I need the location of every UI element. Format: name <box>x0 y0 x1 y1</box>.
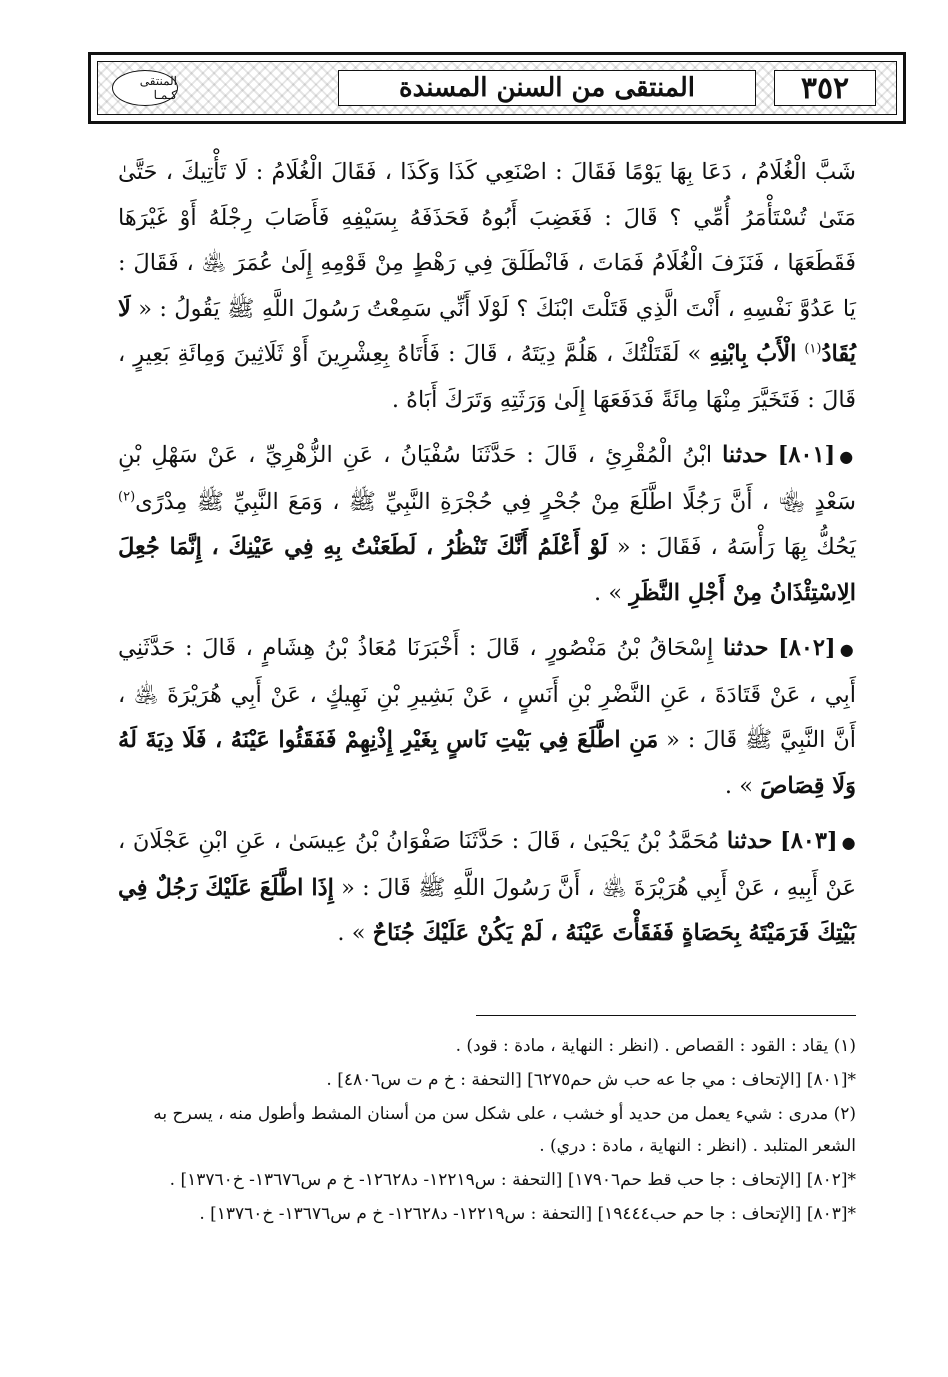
publisher-logo: المنتقى كـمـا <box>112 70 178 106</box>
footnote-ref-2: (٢) <box>118 489 136 504</box>
footnote-ref-1: (١) <box>804 341 822 357</box>
footnotes <box>118 1030 856 1232</box>
hadith-isnad-2: يَحُكُّ بِهَا رَأْسَهُ ، فَقَالَ : « <box>616 534 857 560</box>
book-title: المنتقى من السنن المسندة <box>338 70 756 106</box>
bullet-icon: ● <box>839 640 857 659</box>
hadith-803 <box>118 819 856 957</box>
footnote-1: (١) يقاد : القود : القصاص . (انظر : النهاية ، مادة : قود) . <box>455 1036 856 1056</box>
hadith-number: [٨٠٢] <box>778 635 836 661</box>
isnad-label: حدثنا <box>722 635 769 661</box>
hadith-number: [٨٠١] <box>777 442 836 468</box>
intro-line-2: مَتَىٰ تُسْتَأْمَرُ أُمِّي ؟ قَالَ : فَغَضِبَ أَبُوهُ فَحَذَفَهُ بِسَيْفِهِ فَأَصَابَ رِجْلَهُ أَوْ غَيْرَهَا فَقَطَعَهَا ، <box>118 204 857 276</box>
hadith-isnad: إِسْحَاقُ بْنُ مَنْصُورٍ ، قَالَ : أَخْبَرَنَا مُعَاذُ بْنُ هِشَامٍ ، قَالَ : حَدَّثَنِي أَبِي ، عَنْ قَتَادَةَ ، عَنِ النَّضْرِ بْنِ أَنَسٍ ، عَنْ بَشِيرِ بْنِ نَهِيكٍ ، عَنْ أَبِي هُرَيْرَةَ ﵁ ، أَنَّ النَّبِيَّ ﷺ قَالَ : « <box>118 635 857 753</box>
takhrij-801: *[٨٠١] [الإتحاف : مي جا عه حب ش حم٦٢٧٥] [التحفة : خ م ت س٤٨٠٦] . <box>326 1070 856 1090</box>
isnad-label: حدثنا <box>726 828 773 854</box>
hadith-matn: مَنِ اطَّلَعَ فِي بَيْتِ نَاسٍ بِغَيْرِ إِذْنِهِمْ فَفَقَئُوا عَيْنَهُ ، فَلَا دِيَةَ لَهُ وَلَا قِصَاصَ <box>118 727 856 799</box>
page-header-frame <box>88 52 906 124</box>
intro-matn-1: لَا يُقَادُ <box>118 295 856 367</box>
intro-line-3: فَنَزَفَ الْغُلَامُ فَمَاتَ ، فَانْطَلَقَ فِي رَهْطٍ مِنْ قَوْمِهِ إِلَىٰ عُمَرَ ﵁ ، فَقَالَ : يَا عَدُوَّ <box>118 250 857 322</box>
takhrij-802: *[٨٠٢] [الإتحاف : جا حب قط حم١٧٩٠٦] [التحفة : س١٢٢١٩- د١٢٦٢٨- خ م س١٣٦٧٦- خ١٣٧٦٠] . <box>169 1170 856 1190</box>
hadith-isnad: ابْنُ الْمُقْرِئِ ، قَالَ : حَدَّثَنَا سُفْيَانُ ، عَنِ الزُّهْرِيِّ ، عَنْ سَهْلِ بْنِ سَعْدٍ ﵄ ، أَنَّ رَجُلًا اطَّلَعَ مِنْ جُحْرٍ فِي حُجْرَةِ النَّبِيِّ ﷺ ، وَمَعَ النَّبِيِّ ﷺ مِدْرًى <box>118 442 856 515</box>
hadith-802 <box>118 626 856 809</box>
hadith-matn: إِذَا اطَّلَعَ عَلَيْكَ رَجُلٌ فِي بَيْتِكَ فَرَمَيْتَهُ بِحَصَاةٍ فَفَقَأْتَ عَيْنَهُ ، لَمْ يَكُنْ عَلَيْكَ جُنَاحٌ <box>118 874 856 946</box>
hadith-801 <box>118 433 856 616</box>
header-ornament <box>97 61 897 115</box>
hadith-number: [٨٠٣] <box>780 828 838 854</box>
isnad-label: حدثنا <box>722 442 768 468</box>
footnote-divider <box>476 1015 856 1016</box>
main-text <box>118 150 856 967</box>
takhrij-803: *[٨٠٣] [الإتحاف : جا حم حب١٩٤٤٤] [التحفة : س١٢٢١٩- د١٢٦٢٨- خ م س١٣٦٧٦- خ١٣٧٦٠] . <box>199 1204 856 1224</box>
intro-matn-2: الْأَبُ بِابْنِهِ <box>709 341 797 367</box>
hadith-close: » . <box>594 579 623 606</box>
hadith-matn: لَوْ أَعْلَمُ أَنَّكَ تَنْظُرُ ، لَطَعَنْتُ بِهِ فِي عَيْنِكَ ، إِنَّمَا جُعِلَ الِاسْتِئْذَانُ مِنْ أَجْلِ النَّظَرِ <box>118 534 856 606</box>
bullet-icon: ● <box>839 447 857 466</box>
hadith-isnad: مُحَمَّدُ بْنُ يَحْيَىٰ ، قَالَ : حَدَّثَنَا صَفْوَانُ بْنُ عِيسَىٰ ، عَنِ ابْنِ عَجْلَانَ ، عَنْ أَبِيهِ ، عَنْ أَبِي هُرَيْرَةَ ﵁ ، أَنَّ رَسُولَ اللَّهِ ﷺ قَالَ : « <box>118 828 856 901</box>
intro-rest: » لَقَتَلْتُكَ ، هَلُمَّ دِيَتَهُ ، قَالَ : فَأَتَاهُ بِعِشْرِينَ أَوْ ثَلَاثِينَ وَمِائَةِ بَعِيرٍ ، قَالَ : فَتَخَيَّرَ مِنْهَا مِائَةً فَدَفَعَهَا إِلَىٰ وَرَثَتِهِ وَتَرَكَ أَبَاهُ . <box>118 341 856 413</box>
intro-paragraph <box>118 150 856 423</box>
hadith-close: » . <box>337 920 366 946</box>
hadith-close: » . <box>724 772 753 799</box>
intro-line-1: شَبَّ الْغُلَامُ ، دَعَا بِهَا يَوْمًا فَقَالَ : اصْنَعِي كَذَا وَكَذَا ، فَقَالَ الْغُلَامُ : لَا تَأْتِيكَ ، حَتَّىٰ <box>118 159 856 185</box>
footnote-2: (٢) مدرى : شيء يعمل من حديد أو خشب ، على شكل سن من أسنان المشط وأطول منه ، يسرح به الشعر المتلبد . (انظر : النهاية ، مادة : دري) . <box>153 1104 856 1156</box>
page-number: ٣٥٢ <box>774 70 876 106</box>
bullet-icon: ● <box>841 833 856 852</box>
intro-line-4: نَفْسِهِ ، أَنْتَ الَّذِي قَتَلْتَ ابْنَكَ ؟ لَوْلَا أَنِّي سَمِعْتُ رَسُولَ اللَّهِ ﷺ يَقُولُ : « <box>138 295 793 322</box>
